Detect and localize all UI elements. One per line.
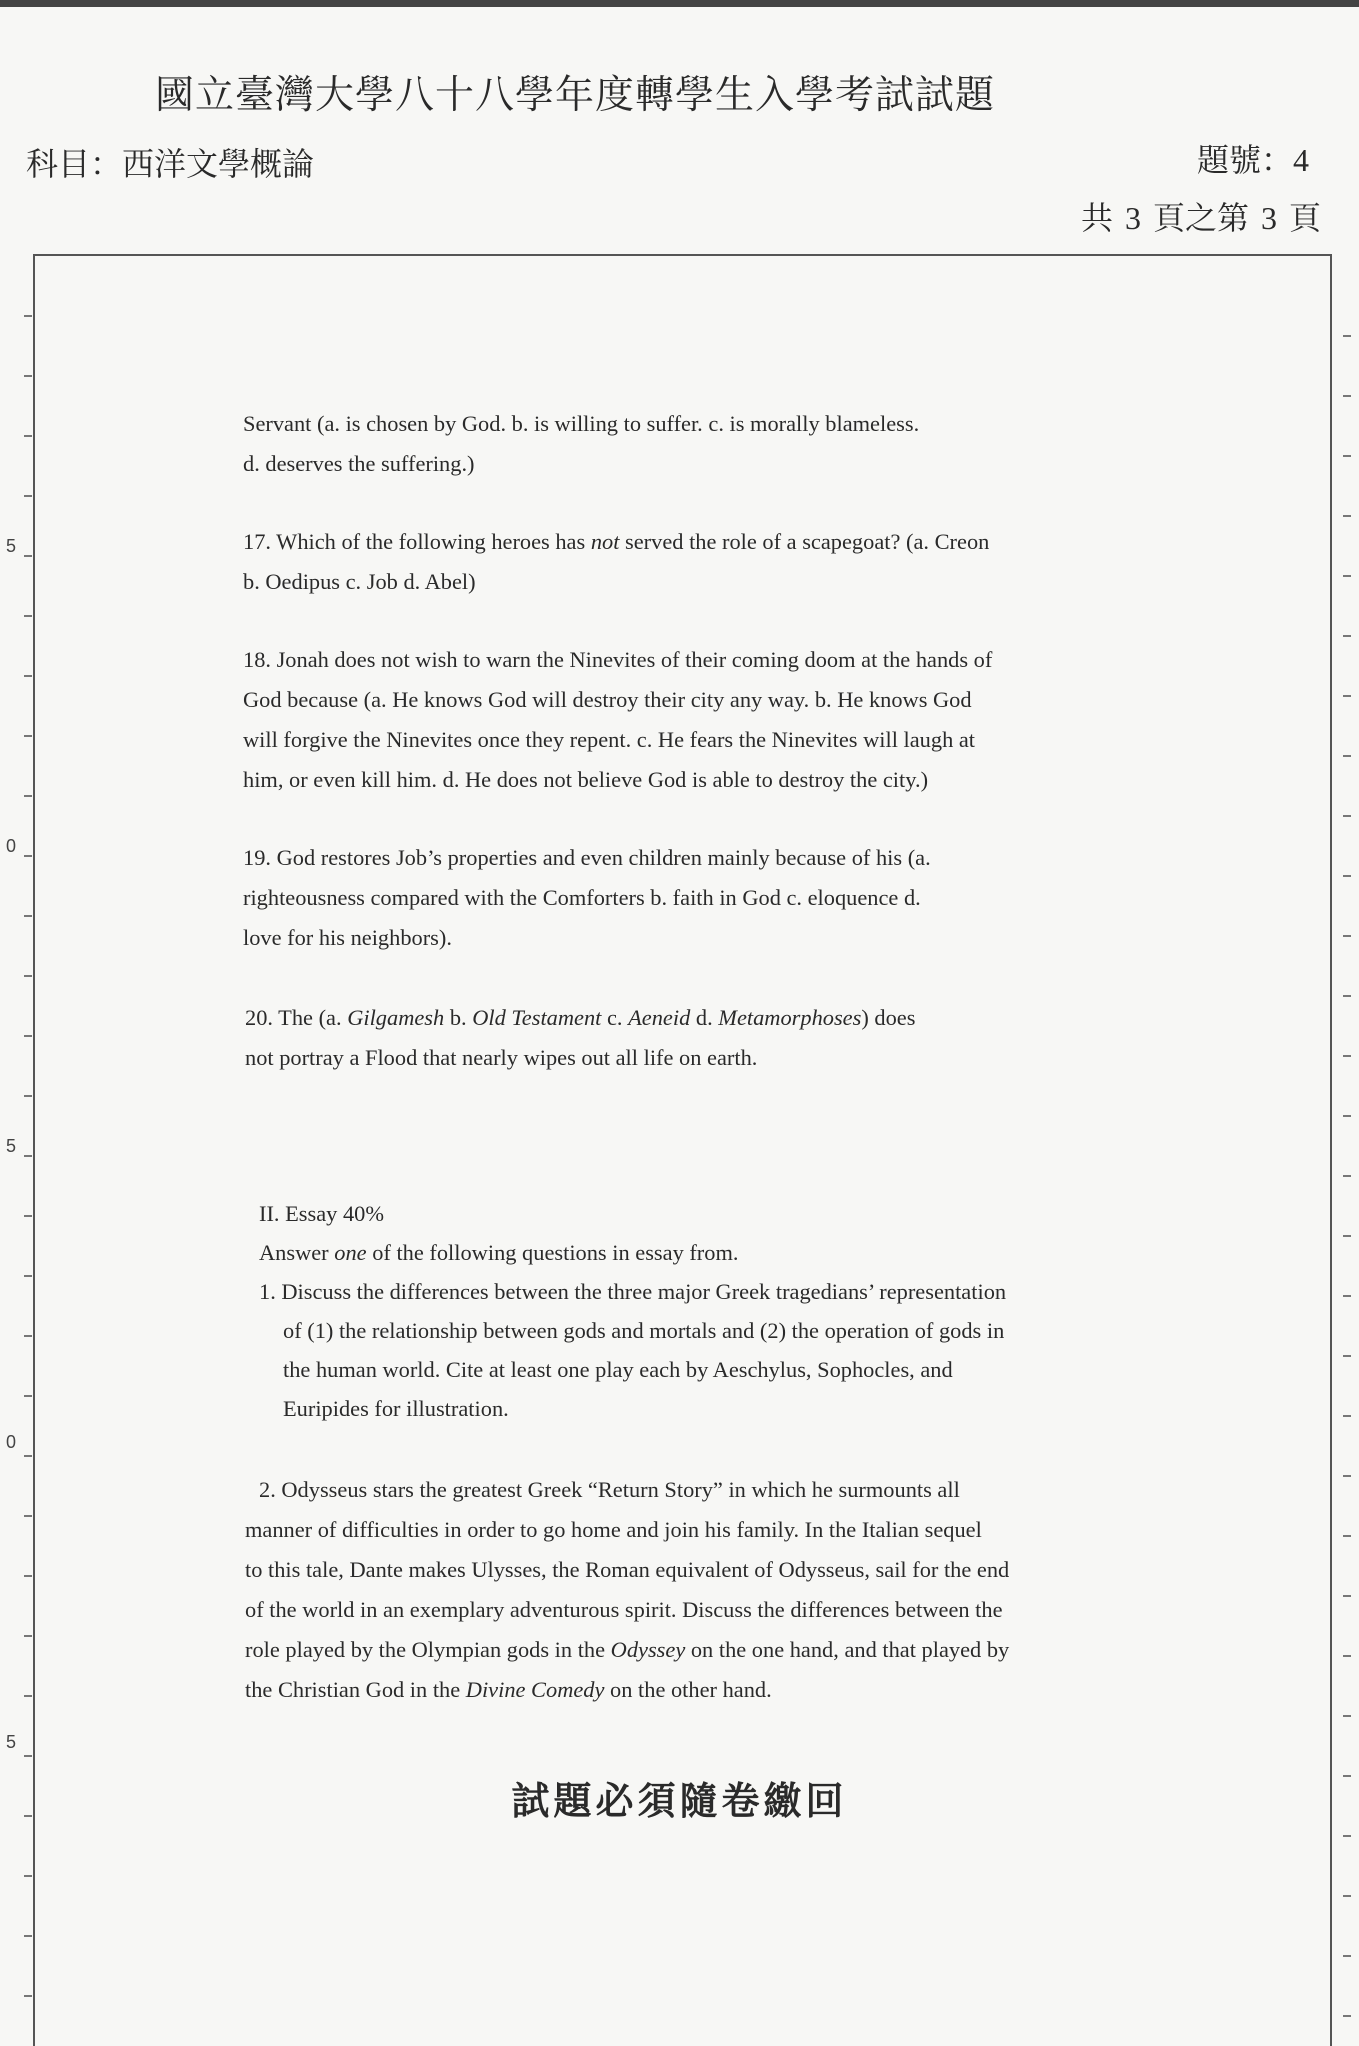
text-line: manner of difficulties in order to go home and join his family. In the Italian sequel [245, 1517, 982, 1542]
question-19 [243, 838, 931, 958]
text-line: to this tale, Dante makes Ulysses, the Roman equivalent of Odysseus, sail for the end [245, 1557, 1010, 1582]
text-segment: of the following questions in essay from. [366, 1240, 739, 1265]
margin-tick [1343, 815, 1351, 817]
margin-tick [1343, 455, 1351, 457]
margin-tick [24, 375, 32, 377]
margin-tick [24, 615, 32, 617]
margin-tick [1343, 1895, 1351, 1897]
margin-tick [24, 1695, 32, 1697]
margin-tick [1343, 575, 1351, 577]
margin-tick [24, 1395, 32, 1397]
margin-tick [1343, 515, 1351, 517]
margin-tick [1343, 875, 1351, 877]
margin-tick [1343, 1955, 1351, 1957]
margin-tick [24, 495, 32, 497]
margin-tick [24, 1035, 32, 1037]
margin-tick [24, 855, 32, 857]
subject-label: 科目：西洋文學概論 [26, 146, 315, 182]
work-title: Divine Comedy [465, 1677, 605, 1702]
margin-tick [1343, 395, 1351, 397]
margin-tick [1343, 1175, 1351, 1177]
margin-number: 0 [6, 1432, 17, 1452]
margin-tick [1343, 335, 1351, 337]
essay-section [259, 1194, 1006, 1428]
text-line: Euripides for illustration. [283, 1396, 509, 1421]
text-line: of (1) the relationship between gods and mortals and (2) the operation of gods in [283, 1318, 1005, 1343]
text-segment: served the role of a scapegoat? (a. Creon [619, 529, 990, 554]
margin-tick [1343, 935, 1351, 937]
question-number: 題號：4 [1196, 142, 1309, 178]
exam-title: 國立臺灣大學八十八學年度轉學生入學考試試題 [154, 74, 995, 117]
emphasis: one [334, 1240, 367, 1265]
option-title: Gilgamesh [347, 1005, 445, 1030]
margin-tick [24, 1995, 32, 1997]
margin-number: 5 [6, 1136, 17, 1156]
text-segment: b. [444, 1005, 473, 1030]
text-line: Servant (a. is chosen by God. b. is willing to suffer. c. is morally blameless. [243, 411, 920, 436]
work-title: Odyssey [610, 1637, 686, 1662]
text-line: the human world. Cite at least one play each by Aeschylus, Sophocles, and [283, 1357, 953, 1382]
text-line: righteousness compared with the Comforters b. faith in God c. eloquence d. [243, 885, 921, 910]
margin-tick [1343, 1295, 1351, 1297]
essay-heading: II. Essay 40% [259, 1201, 384, 1226]
question-20 [245, 998, 915, 1078]
margin-tick [24, 1575, 32, 1577]
text-line: will forgive the Ninevites once they repent. c. He fears the Ninevites will laugh at [243, 727, 976, 752]
margin-tick [1343, 1535, 1351, 1537]
margin-tick [24, 555, 32, 557]
margin-tick [24, 1155, 32, 1157]
footer-notice: 試題必須隨卷繳回 [511, 1781, 848, 1823]
text-segment: on the other hand. [604, 1677, 772, 1702]
margin-tick [1343, 2015, 1351, 2017]
margin-tick [1343, 1655, 1351, 1657]
option-title: Old Testament [472, 1005, 602, 1030]
margin-tick [1343, 1715, 1351, 1717]
margin-tick [1343, 1415, 1351, 1417]
margin-number: 5 [6, 536, 17, 556]
margin-tick [24, 1635, 32, 1637]
text-line: not portray a Flood that nearly wipes out all life on earth. [245, 1045, 758, 1070]
margin-tick [24, 675, 32, 677]
margin-tick [1343, 1235, 1351, 1237]
question-17 [243, 522, 989, 602]
text-segment: role played by the Olympian gods in the [245, 1637, 611, 1662]
page-indicator: 共 3 頁之第 3 頁 [1080, 200, 1321, 236]
text-segment: 17. Which of the following heroes has [243, 529, 591, 554]
margin-tick [1343, 995, 1351, 997]
margin-tick [24, 1335, 32, 1337]
text-line: of the world in an exemplary adventurous spirit. Discuss the differences between the [245, 1597, 1003, 1622]
margin-number: 5 [6, 1732, 17, 1752]
margin-tick [24, 915, 32, 917]
text-line: 2. Odysseus stars the greatest Greek “Return Story” in which he surmounts all [259, 1477, 960, 1502]
margin-tick [1343, 1595, 1351, 1597]
margin-tick [1343, 1835, 1351, 1837]
text-segment: c. [601, 1005, 629, 1030]
text-segment: on the one hand, and that played by [685, 1637, 1010, 1662]
margin-tick [24, 435, 32, 437]
margin-tick [24, 1455, 32, 1457]
text-line: 1. Discuss the differences between the three major Greek tragedians’ representation [259, 1279, 1007, 1304]
margin-number: 0 [6, 836, 17, 856]
text-segment: Answer [259, 1240, 335, 1265]
margin-tick [1343, 755, 1351, 757]
margin-tick [24, 975, 32, 977]
margin-tick [1343, 635, 1351, 637]
margin-tick [1343, 1055, 1351, 1057]
text-line: love for his neighbors). [243, 925, 452, 950]
text-segment: ) does [861, 1005, 916, 1030]
margin-tick [24, 1875, 32, 1877]
text-segment: 20. The (a. [245, 1005, 348, 1030]
text-line: 19. God restores Job’s properties and even children mainly because of his (a. [243, 845, 931, 870]
margin-tick [24, 1215, 32, 1217]
margin-tick [1343, 1475, 1351, 1477]
margin-tick [24, 315, 32, 317]
option-title: Metamorphoses [718, 1005, 862, 1030]
essay-question-2 [245, 1470, 1009, 1710]
margin-tick [24, 1275, 32, 1277]
text-line: 18. Jonah does not wish to warn the Ninevites of their coming doom at the hands of [243, 647, 993, 672]
text-line: d. deserves the suffering.) [243, 451, 475, 476]
margin-tick [24, 735, 32, 737]
text-line: God because (a. He knows God will destroy their city any way. b. He knows God [243, 687, 972, 712]
text-segment: d. [690, 1005, 719, 1030]
question-18 [243, 640, 992, 800]
margin-tick [24, 1935, 32, 1937]
question-16-continuation [243, 404, 919, 484]
margin-tick [24, 1755, 32, 1757]
text-line: b. Oedipus c. Job d. Abel) [243, 569, 476, 594]
margin-tick [24, 1095, 32, 1097]
option-title: Aeneid [628, 1005, 691, 1030]
top-rule [0, 0, 1359, 7]
text-segment: the Christian God in the [245, 1677, 466, 1702]
margin-tick [1343, 1355, 1351, 1357]
margin-tick [1343, 1115, 1351, 1117]
text-line: him, or even kill him. d. He does not believe God is able to destroy the city.) [243, 767, 929, 792]
margin-tick [24, 795, 32, 797]
margin-tick [1343, 695, 1351, 697]
emphasis: not [590, 529, 620, 554]
margin-tick [24, 1515, 32, 1517]
